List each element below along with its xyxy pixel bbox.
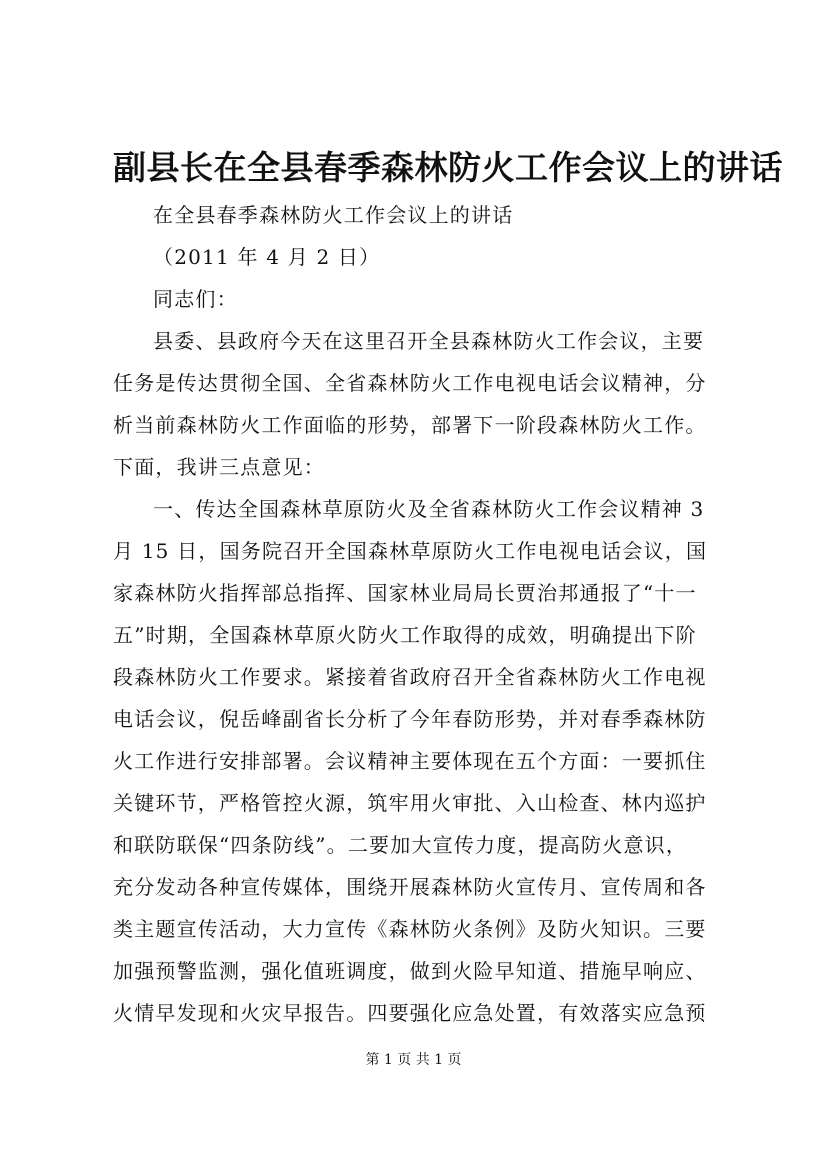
document-subtitle: 在全县春季森林防火工作会议上的讲话: [153, 203, 514, 227]
body-line: 下面，我讲三点意见：: [113, 455, 325, 479]
body-line: 五”时期，全国森林草原火防火工作取得的成效，明确提出下阶: [113, 623, 697, 647]
body-line: 关键环节，严格管控火源，筑牢用火审批、入山检查、林内巡护: [113, 791, 707, 815]
body-line: 充分发动各种宣传媒体，围绕开展森林防火宣传月、宣传周和各: [113, 875, 707, 899]
document-date: （2011 年 4 月 2 日）: [153, 245, 381, 269]
body-line: 析当前森林防火工作面临的形势，部署下一阶段森林防火工作。: [113, 413, 707, 437]
body-line: 加强预警监测，强化值班调度，做到火险早知道、措施早响应、: [113, 959, 707, 983]
body-line: 电话会议，倪岳峰副省长分析了今年春防形势，并对春季森林防: [113, 707, 707, 731]
body-line: 月 15 日，国务院召开全国森林草原防火工作电视电话会议，国: [113, 539, 708, 563]
body-line: 家森林防火指挥部总指挥、国家林业局局长贾治邦通报了“十一: [113, 581, 697, 605]
body-line: 火情早发现和火灾早报告。四要强化应急处置，有效落实应急预: [113, 1001, 707, 1025]
body-line: 和联防联保“四条防线”。二要加大宣传力度，提高防火意识，: [113, 833, 688, 857]
salutation: 同志们：: [153, 287, 238, 311]
body-line: 任务是传达贯彻全国、全省森林防火工作电视电话会议精神，分: [113, 371, 707, 395]
body-line: 县委、县政府今天在这里召开全县森林防火工作会议，主要: [153, 329, 705, 353]
body-line: 火工作进行安排部署。会议精神主要体现在五个方面：一要抓住: [113, 749, 707, 773]
body-line: 一、传达全国森林草原防火及全省森林防火工作会议精神 3: [153, 497, 705, 521]
document-title: 副县长在全县春季森林防火工作会议上的讲话: [113, 148, 783, 187]
body-line: 类主题宣传活动，大力宣传《森林防火条例》及防火知识。三要: [113, 917, 707, 941]
body-line: 段森林防火工作要求。紧接着省政府召开全省森林防火工作电视: [113, 665, 707, 689]
page-footer: 第 1 页 共 1 页: [365, 1052, 462, 1068]
